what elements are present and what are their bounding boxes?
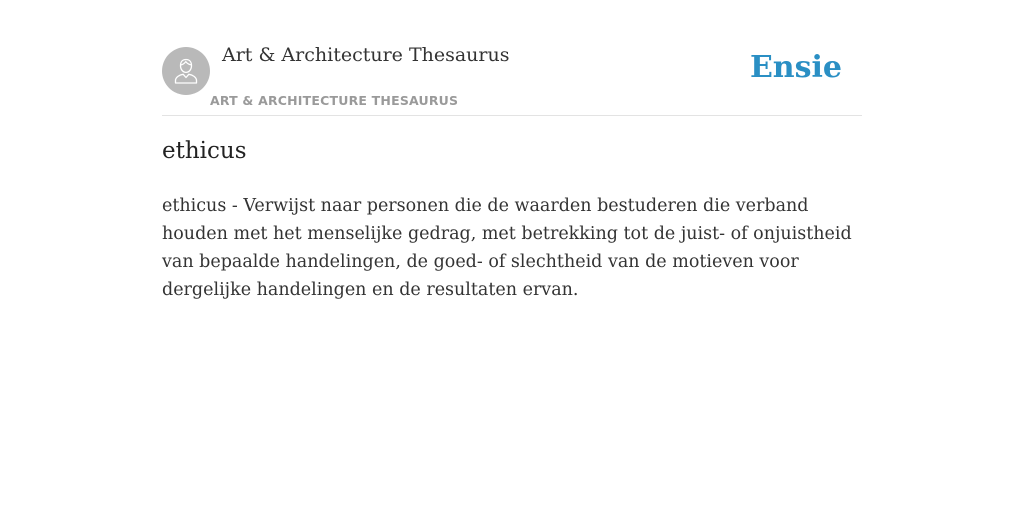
source-title[interactable]: Art & Architecture Thesaurus [222, 44, 510, 66]
source-subtitle[interactable]: ART & ARCHITECTURE THESAURUS [210, 93, 459, 108]
page [162, 0, 862, 512]
entry-definition: ethicus - Verwijst naar personen die de waarden bestuderen die verband houden met het menselijke gedrag, met betrekking tot de juist- of onjuistheid van bepaalde handelingen, de goed- of slechtheid van de motieven voor dergelijke handelingen en de resultaten ervan. [162, 196, 852, 300]
user-outline-icon [171, 56, 201, 86]
ensie-logo-link[interactable]: Ensie [749, 50, 842, 85]
source-avatar[interactable] [162, 47, 210, 95]
header-divider [162, 115, 862, 116]
entry-term: ethicus [162, 138, 247, 164]
